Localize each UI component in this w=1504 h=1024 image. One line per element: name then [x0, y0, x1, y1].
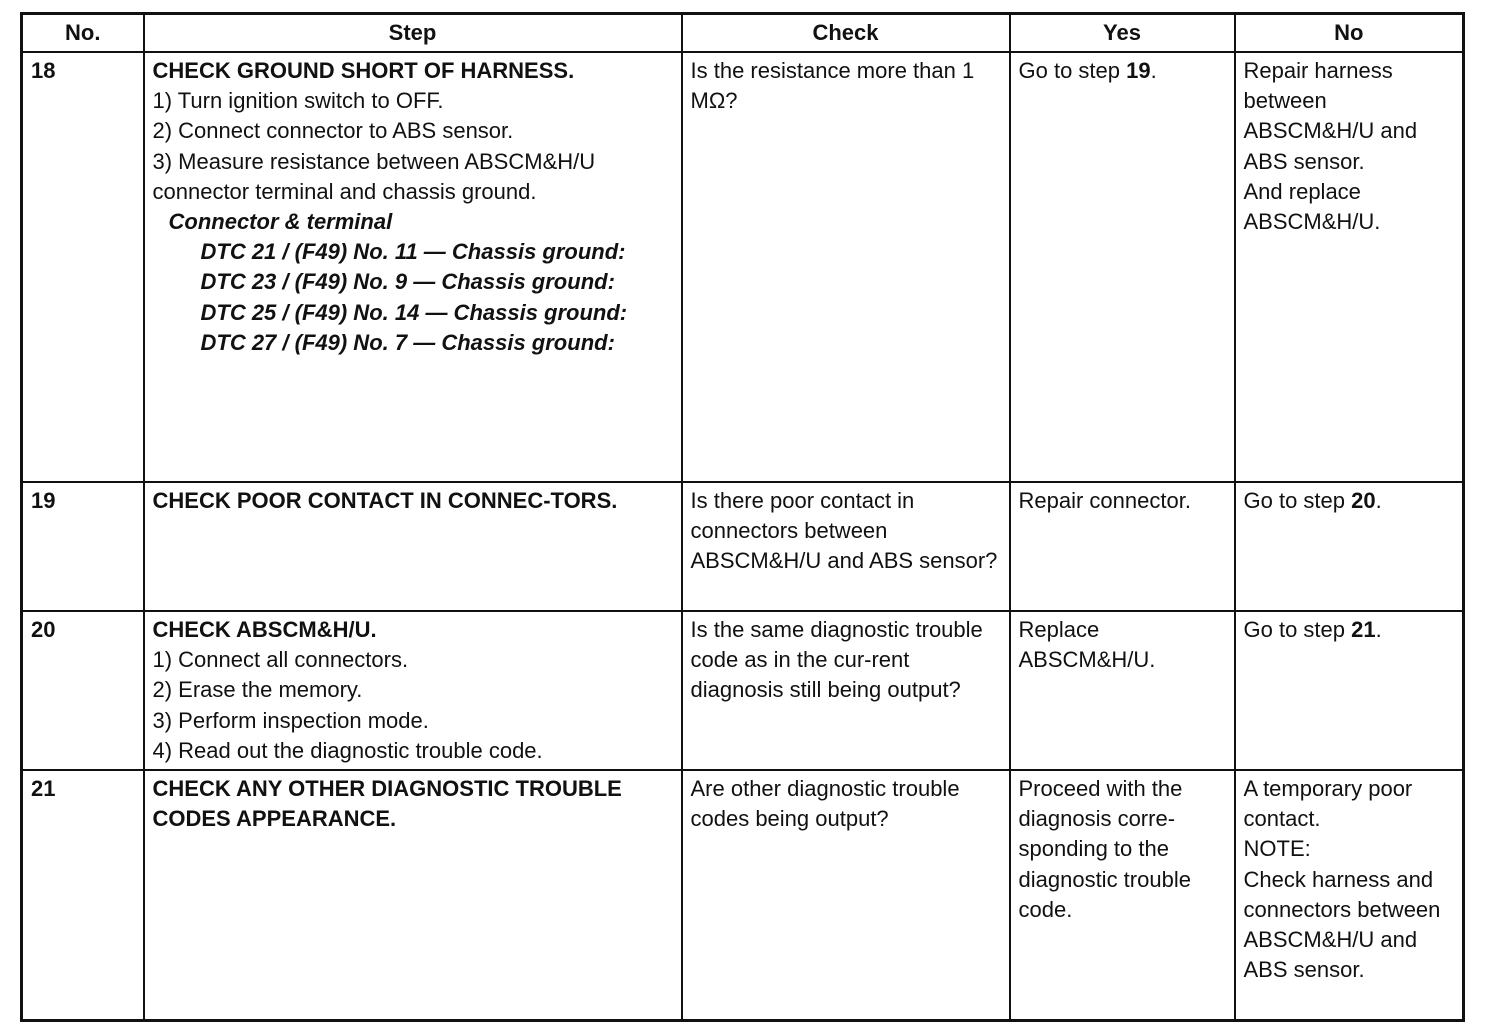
no-text: Check harness and connectors between ABSCM&H/U and ABS sensor.: [1243, 866, 1441, 983]
no-text: And replace ABSCM&H/U.: [1243, 178, 1381, 235]
yes-cell: Repair connector.: [1010, 482, 1235, 611]
step-instruction: 1) Connect all connectors.: [152, 647, 409, 673]
step-title: CHECK GROUND SHORT OF HARNESS.: [152, 58, 575, 83]
yes-cell: [1010, 52, 1235, 482]
step-title: CHECK ABSCM&H/U.: [152, 617, 377, 642]
step-reference: 21: [1351, 617, 1376, 642]
no-cell: [1235, 482, 1464, 611]
note-label: NOTE:: [1243, 836, 1311, 862]
table-row: [22, 52, 1464, 482]
step-reference: 19: [1126, 58, 1151, 83]
step-reference: 20: [1351, 488, 1376, 513]
no-text-end: .: [1375, 617, 1382, 642]
no-cell: [1235, 611, 1464, 770]
no-text-end: .: [1375, 488, 1382, 513]
step-cell: [144, 52, 682, 482]
no-cell: [1235, 770, 1464, 1021]
connector-terminal-heading: Connector & terminal: [168, 209, 393, 235]
connector-terminal-item: DTC 21 / (F49) No. 11 — Chassis ground:: [200, 239, 626, 265]
table-row: [22, 482, 1464, 611]
step-number: 20: [22, 611, 144, 770]
header-no-result: No: [1235, 14, 1464, 53]
step-title: CHECK ANY OTHER DIAGNOSTIC TROUBLE CODES APPEARANCE.: [152, 776, 622, 832]
step-instruction: 1) Turn ignition switch to OFF.: [152, 88, 444, 114]
step-number: 18: [22, 52, 144, 482]
yes-text-end: .: [1150, 58, 1157, 83]
no-text: Go to step: [1243, 488, 1352, 513]
step-instruction: 2) Erase the memory.: [152, 677, 363, 703]
diagnosis-table: [20, 12, 1465, 1022]
step-title: CHECK POOR CONTACT IN CONNEC-TORS.: [152, 488, 618, 513]
yes-cell: Replace ABSCM&H/U.: [1010, 611, 1235, 770]
header-step: Step: [144, 14, 682, 53]
header-no: No.: [22, 14, 144, 53]
step-cell: [144, 770, 682, 1021]
step-cell: [144, 611, 682, 770]
check-cell: Is the same diagnostic trouble code as in the cur-rent diagnosis still being output?: [682, 611, 1010, 770]
step-number: 21: [22, 770, 144, 1021]
connector-terminal-item: DTC 27 / (F49) No. 7 — Chassis ground:: [200, 329, 615, 355]
table-row: [22, 611, 1464, 770]
no-cell: [1235, 52, 1464, 482]
connector-terminal-item: DTC 25 / (F49) No. 14 — Chassis ground:: [200, 299, 628, 325]
table-row: [22, 770, 1464, 1021]
step-number: 19: [22, 482, 144, 611]
header-row: [22, 14, 1464, 53]
check-cell: Are other diagnostic trouble codes being output?: [682, 770, 1010, 1021]
yes-cell: Proceed with the diagnosis corre-sponding to the diagnostic trouble code.: [1010, 770, 1235, 1021]
no-text: Repair harness between ABSCM&H/U and ABS sensor.: [1243, 58, 1418, 174]
check-cell: Is there poor contact in connectors between ABSCM&H/U and ABS sensor?: [682, 482, 1010, 611]
step-instruction: 3) Measure resistance between ABSCM&H/U connector terminal and chassis ground.: [152, 148, 596, 204]
check-cell: Is the resistance more than 1 MΩ?: [682, 52, 1010, 482]
no-text: Go to step: [1243, 617, 1352, 642]
step-instruction: 4) Read out the diagnostic trouble code.: [152, 737, 543, 763]
header-check: Check: [682, 14, 1010, 53]
step-instruction: 2) Connect connector to ABS sensor.: [152, 118, 514, 144]
header-yes: Yes: [1010, 14, 1235, 53]
yes-text: Go to step: [1018, 58, 1127, 83]
connector-terminal-item: DTC 23 / (F49) No. 9 — Chassis ground:: [200, 269, 615, 295]
step-instruction: 3) Perform inspection mode.: [152, 707, 429, 733]
no-text: A temporary poor contact.: [1243, 776, 1413, 832]
step-cell: [144, 482, 682, 611]
